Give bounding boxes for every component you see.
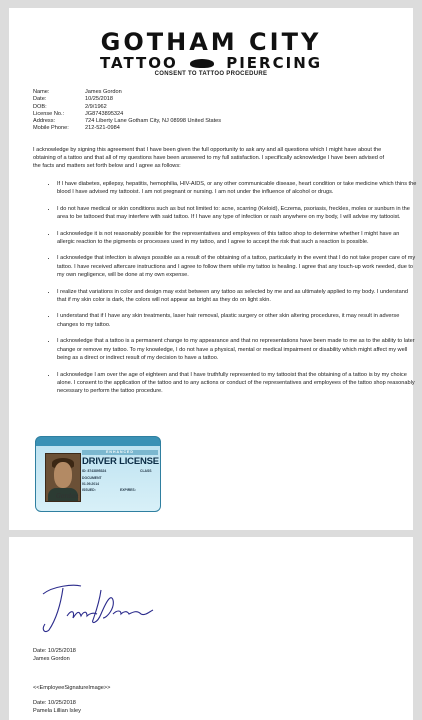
bat-icon [190, 59, 214, 68]
name-label: Name: [33, 89, 50, 95]
address-value: 724 Liberty Lane Gotham City, NJ 08998 United States [85, 118, 222, 125]
employee-sign-name: Pamela Lillian Isley [33, 708, 81, 714]
client-info [33, 89, 221, 133]
phone-label: Mobile Phone: [33, 125, 69, 132]
list-item: • I realize that variations in color and design may exist between any tattoo as selected by me and as ultimately applied to my body. I understand that if my skin color is dark, the colors will not appear as bright as they do on light skin. [57, 288, 417, 305]
logo-tattoo: TATTOO [99, 54, 178, 72]
employee-sign-date: Date: 10/25/2018 [33, 700, 76, 706]
license-title: DRIVER LICENSE [82, 456, 159, 467]
dob-value: 2/9/1962 [85, 103, 107, 110]
logo-piercing: PIERCING [226, 54, 323, 72]
date-value: 10/25/2018 [85, 96, 113, 103]
phone-value: 212-521-0984 [85, 125, 120, 132]
intro-paragraph: I acknowledge by signing this agreement that I have been given the full opportunity to ask any and all questions which I might have about the obtaining of a tattoo and that all of my questions have been answered to my full satisfaction. I specifically acknowledge I have been advised of the facts and matters set forth below and I agree as follows: [33, 147, 385, 170]
license-class: CLASS [140, 469, 152, 473]
date-label: Date: [33, 96, 47, 103]
license-id: ID: 8743895324 [82, 469, 107, 473]
list-item: • I acknowledge it is not reasonably possible for the representatives and employees of this tattoo shop to determine whether I might have an allergic reaction to the pigments or processes used in my tattoo, and I agree to accept the risk that such a reaction is possible. [57, 230, 417, 247]
license-expires: EXPIRES: [120, 488, 136, 492]
list-item: • I acknowledge that infection is always possible as a result of the obtaining of a tattoo, particularly in the event that I do not take proper care of my tattoo. I have received aftercare instructions and I agree to follow them while my tattoo is healing. I agree that any touch-up work needed, due to my own negligence, will be done at my own expense. [57, 254, 417, 279]
client-signature [37, 580, 157, 640]
list-item: • I acknowledge I am over the age of eighteen and that I have truthfully represented to my tattooist that the obtaining of a tattoo is by my choice alone. I consent to the application of the tattoo and to any actions or conduct of the representatives and employees of the tattoo shop reasonably necessary to perform the tattoo procedure. [57, 371, 417, 396]
driver-license-image [35, 436, 161, 512]
client-sign-date: Date: 10/25/2018 [33, 648, 76, 654]
name-value: James Gordon [85, 89, 122, 95]
license-date: 01.09.2014 [82, 482, 99, 486]
document-page-2 [9, 537, 413, 720]
license-banner: ENHANCED [82, 450, 158, 455]
logo-title: GOTHAM CITY [100, 28, 322, 56]
document-subtitle: CONSENT TO TATTOO PROCEDURE [154, 71, 268, 77]
dob-label: DOB: [33, 103, 47, 110]
license-label: License No.: [33, 110, 65, 117]
license-value: JG8743895324 [85, 110, 124, 117]
license-signature: Gordon [56, 493, 79, 500]
address-label: Address: [33, 118, 56, 125]
list-item: • If I have diabetes, epilepsy, hepatitis, hemophilia, HIV-AIDS, or any other communicable disease, heart condition or take medicine which thins the blood I have advised my tattooist. I am not pregnant or nursing. I am not under the influence of alcohol or drugs. [57, 180, 417, 197]
license-issued: ISSUED: [82, 488, 96, 492]
list-item: • I do not have medical or skin conditions such as but not limited to: acne, scarring (Keloid), Eczema, psoriasis, freckles, moles or sunburn in the area to be tattooed that may interfere with said tattoo. If I have any type of infection or rash anywhere on my body, I will advise my tattooist. [57, 205, 417, 222]
logo-subtitle [9, 54, 413, 72]
license-document: DOCUMENT [82, 476, 102, 480]
document-page-1 [9, 8, 417, 530]
employee-signature-placeholder: <<EmployeeSignatureImage>> [33, 685, 111, 691]
list-item: • I acknowledge that a tattoo is a permanent change to my appearance and that no representations have been made to me as to the ability to later change or remove my tattoo. To my knowledge, I do not have a physical, mental or medical impairment or disability which might affect my well being as a direct or indirect result of my decision to have a tattoo. [57, 337, 417, 362]
acknowledgement-list [33, 180, 417, 396]
client-sign-name: James Gordon [33, 656, 70, 662]
list-item: • I understand that if I have any skin treatments, laser hair removal, plastic surgery or other skin altering procedures, it may result in adverse changes to my tattoo. [57, 312, 417, 329]
